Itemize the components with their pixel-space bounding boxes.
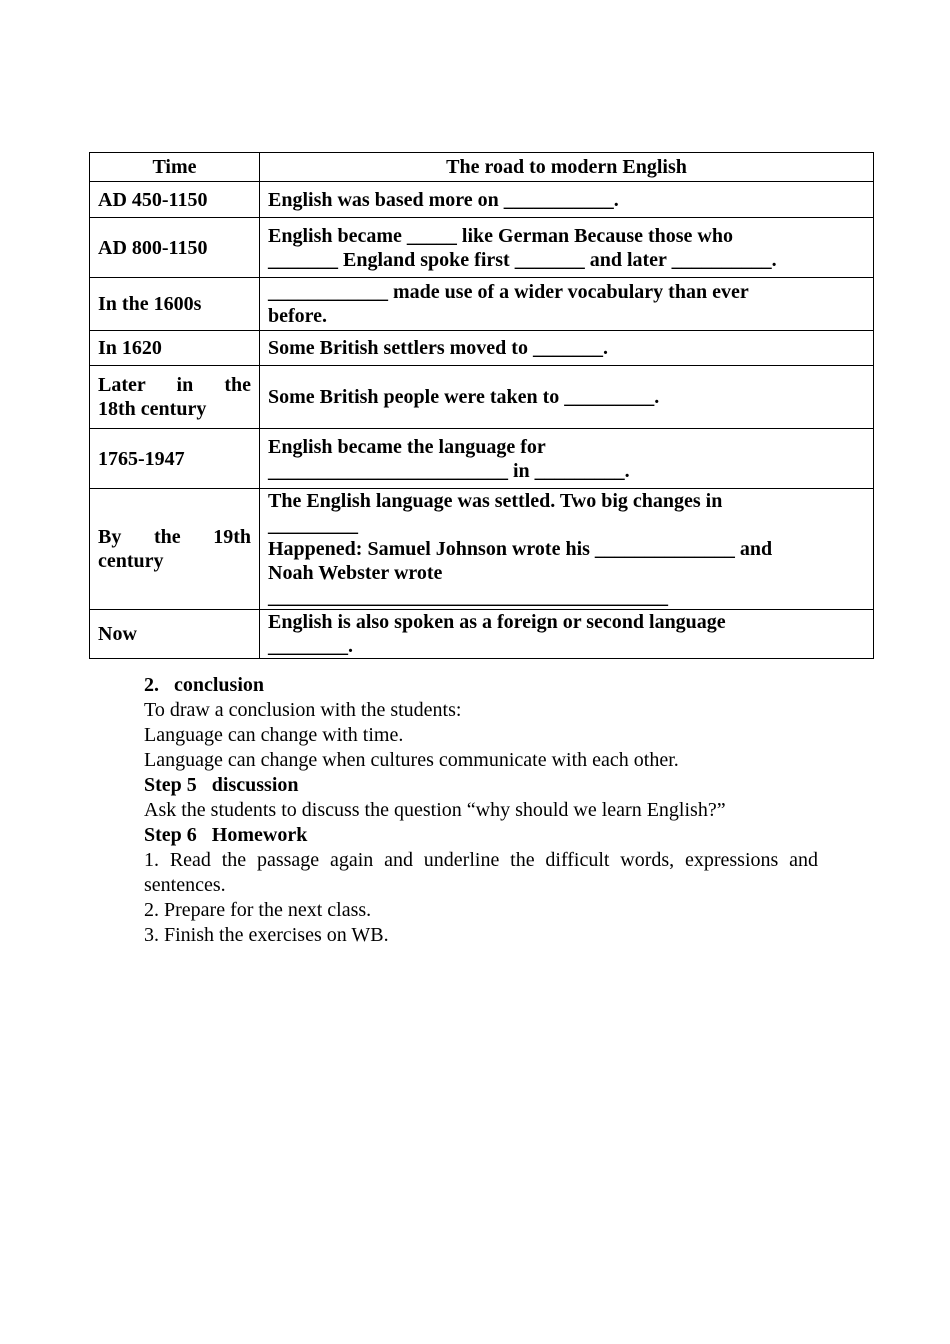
row-time: AD 450-1150 (90, 182, 260, 218)
row-text-line: ________. (268, 635, 353, 657)
row-time: 1765-1947 (90, 429, 260, 489)
step5-label: Step 5 (144, 774, 197, 796)
table-row (90, 278, 874, 331)
header-time: Time (90, 153, 260, 182)
conclusion-line: Language can change when cultures communicate with each other. (144, 749, 679, 771)
table-row (90, 182, 874, 218)
row-text: English was based more on ___________. (260, 182, 874, 218)
row-text-line: English became the language for (268, 435, 546, 458)
conclusion-title: conclusion (174, 674, 265, 696)
conclusion-line: To draw a conclusion with the students: (144, 699, 462, 721)
row-text-line: English became _____ like German Because those who (268, 224, 733, 247)
row-time: In the 1600s (90, 278, 260, 331)
row-time-line: century (98, 550, 164, 572)
row-text-line: Noah Webster wrote (268, 562, 443, 584)
table-row (90, 331, 874, 366)
header-road: The road to modern English (260, 153, 874, 182)
table-header-row (90, 153, 874, 182)
row-text-line: The English language was settled. Two big changes in (268, 490, 723, 512)
row-text-line: ________________________________________ (268, 586, 668, 608)
homework-item: 3. Finish the exercises on WB. (144, 924, 389, 946)
row-time: In 1620 (90, 331, 260, 366)
row-text-line: ________________________ in _________. (268, 459, 630, 482)
step6-label: Step 6 (144, 824, 197, 846)
row-text (260, 610, 874, 659)
row-time-line: 18th century (98, 398, 207, 420)
row-time: AD 800-1150 (90, 218, 260, 278)
table-row (90, 489, 874, 610)
row-time (90, 366, 260, 429)
table-row (90, 218, 874, 278)
row-text (260, 429, 874, 489)
row-time (90, 489, 260, 610)
step5-text: Ask the students to discuss the question “why should we learn English?” (144, 799, 726, 821)
row-text-line: _______ England spoke first _______ and later __________. (268, 248, 777, 271)
row-text-line: ____________ made use of a wider vocabulary than ever (268, 281, 749, 303)
table-row (90, 366, 874, 429)
row-time-line: Later in the (98, 374, 251, 396)
table-row (90, 610, 874, 659)
conclusion-number: 2. (144, 674, 159, 696)
step6-heading (144, 823, 818, 848)
conclusion-heading (144, 673, 818, 698)
road-to-modern-english-table (89, 152, 874, 659)
lesson-text (144, 673, 818, 948)
row-time: Now (90, 610, 260, 659)
table-row (90, 429, 874, 489)
homework-item: 2. Prepare for the next class. (144, 899, 372, 921)
row-text-line: Happened: Samuel Johnson wrote his ______________ and (268, 538, 773, 560)
row-text: Some British settlers moved to _______. (260, 331, 874, 366)
conclusion-line: Language can change with time. (144, 724, 404, 746)
homework-item: 1. Read the passage again and underline the difficult words, expressions and sentences. (144, 849, 818, 896)
row-text (260, 278, 874, 331)
row-text-line: _________ (268, 514, 358, 536)
step5-title: discussion (211, 774, 299, 796)
row-text (260, 489, 874, 610)
row-text-line: English is also spoken as a foreign or second language (268, 611, 726, 633)
step5-heading (144, 773, 818, 798)
step6-title: Homework (211, 824, 308, 846)
row-text (260, 218, 874, 278)
row-time-line: By the 19th (98, 526, 251, 548)
row-text: Some British people were taken to _________. (260, 366, 874, 429)
row-text-line: before. (268, 305, 328, 327)
